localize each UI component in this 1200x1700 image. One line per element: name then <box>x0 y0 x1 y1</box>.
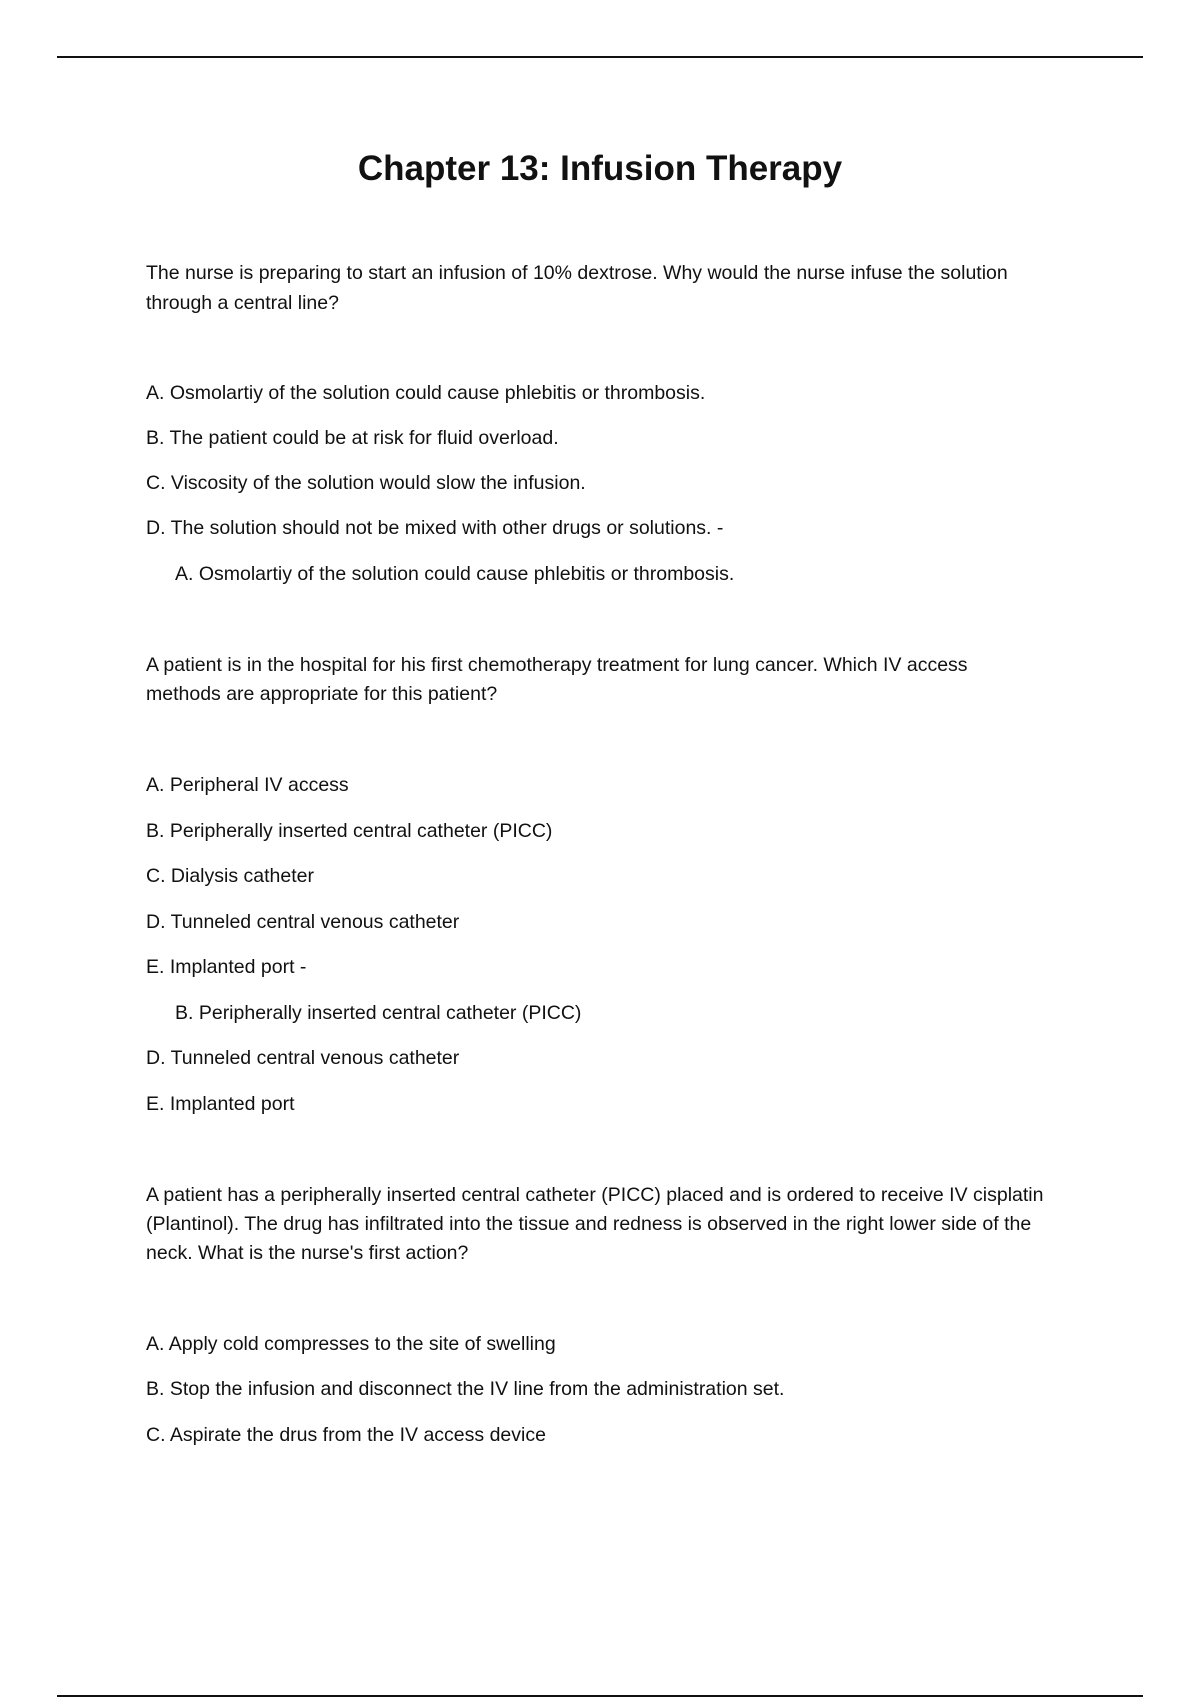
question-3-stem-line-2: (Plantinol). The drug has infiltrated into the tissue and redness is observed in the right lower side of the <box>146 1213 1032 1235</box>
question-2-option-c: C. Dialysis catheter <box>146 865 314 887</box>
question-2-option-a: A. Peripheral IV access <box>146 774 349 796</box>
question-3-option-a: A. Apply cold compresses to the site of swelling <box>146 1333 556 1355</box>
question-1-stem-line-2: through a central line? <box>146 292 339 314</box>
question-3-stem-line-3: neck. What is the nurse's first action? <box>146 1242 469 1264</box>
question-1-stem-line-1: The nurse is preparing to start an infusion of 10% dextrose. Why would the nurse infuse the solution <box>146 262 1008 284</box>
question-2-option-b: B. Peripherally inserted central catheter (PICC) <box>146 820 553 842</box>
question-1-option-a: A. Osmolartiy of the solution could cause phlebitis or thrombosis. <box>146 382 706 404</box>
question-1-answer: A. Osmolartiy of the solution could cause phlebitis or thrombosis. <box>175 563 735 585</box>
question-2-answer-1: B. Peripherally inserted central catheter (PICC) <box>175 1002 582 1024</box>
question-3-option-c: C. Aspirate the drus from the IV access device <box>146 1424 546 1446</box>
question-2-answer-2: D. Tunneled central venous catheter <box>146 1047 460 1069</box>
bottom-rule <box>57 1695 1143 1697</box>
question-2-stem-line-1: A patient is in the hospital for his first chemotherapy treatment for lung cancer. Which IV access <box>146 654 968 676</box>
question-1-option-b: B. The patient could be at risk for fluid overload. <box>146 427 559 449</box>
question-1-option-c: C. Viscosity of the solution would slow the infusion. <box>146 472 586 494</box>
page-title: Chapter 13: Infusion Therapy <box>357 149 843 188</box>
question-2-option-e: E. Implanted port - <box>146 956 307 978</box>
question-2-answer-3: E. Implanted port <box>146 1093 295 1115</box>
question-2-option-d: D. Tunneled central venous catheter <box>146 911 460 933</box>
top-rule <box>57 56 1143 58</box>
question-2-stem-line-2: methods are appropriate for this patient? <box>146 683 498 705</box>
question-1-option-d: D. The solution should not be mixed with other drugs or solutions. - <box>146 517 724 539</box>
question-3-stem-line-1: A patient has a peripherally inserted central catheter (PICC) placed and is ordered to receive IV cisplatin <box>146 1184 1044 1206</box>
question-3-option-b: B. Stop the infusion and disconnect the IV line from the administration set. <box>146 1378 785 1400</box>
